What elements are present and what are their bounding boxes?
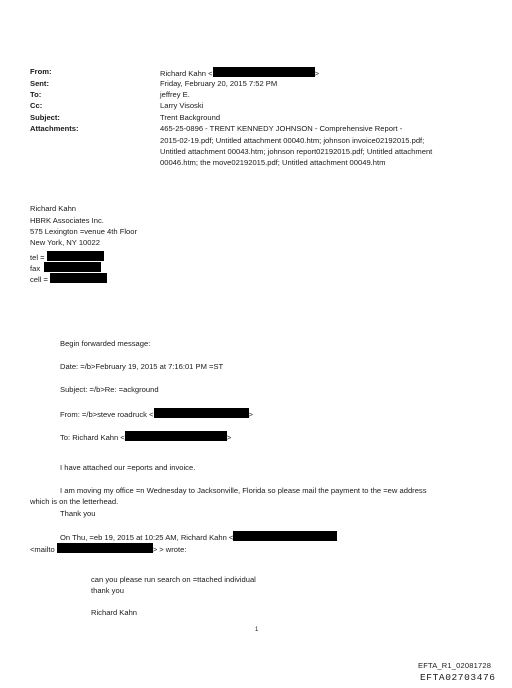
redaction-block <box>50 273 107 283</box>
mailto-label: <mailto <box>30 545 55 554</box>
forward-from <box>60 408 253 419</box>
mailto-suffix: > > wrote: <box>152 545 187 554</box>
redaction-block <box>57 543 153 553</box>
redaction-block <box>47 251 104 261</box>
attachments-label: Attachments: <box>30 124 79 133</box>
forward-from-suffix: > <box>248 410 253 419</box>
quoted-line: thank you <box>91 586 124 595</box>
signature-city: New York, NY 10022 <box>30 238 100 247</box>
forward-to-recipient: To: Richard Kahn < <box>60 433 125 442</box>
bates-stamp-r1: EFTA_R1_02081728 <box>418 661 492 670</box>
cc-value: Larry Visoski <box>160 101 204 110</box>
signature-tel <box>30 251 104 262</box>
quote-mailto <box>30 543 186 554</box>
from-value <box>160 67 319 78</box>
forward-body-line: I have attached our =eports and invoice. <box>60 463 196 472</box>
from-suffix: > <box>314 69 319 78</box>
bates-stamp: EFTA02703476 <box>420 672 496 683</box>
signature-fax <box>30 262 101 273</box>
quote-intro-text: On Thu, =eb 19, 2015 at 10:25 AM, Richard Kahn < <box>60 533 234 542</box>
quoted-line: can you please run search on =ttached individual <box>91 575 256 584</box>
subject-value: Trent Background <box>160 113 221 122</box>
forward-to <box>60 431 231 442</box>
attachments-line: Untitled attachment 00043.htm; johnson report02192015.pdf; Untitled attachment <box>160 147 433 156</box>
redaction-block <box>213 67 315 77</box>
quote-intro <box>60 531 337 542</box>
from-sender: Richard Kahn < <box>160 69 213 78</box>
quoted-signoff: Richard Kahn <box>91 608 138 617</box>
forward-from-sender: From: =/b>steve roadruck < <box>60 410 154 419</box>
sent-label: Sent: <box>30 79 49 88</box>
forward-date: Date: =/b>February 19, 2015 at 7:16:01 PM =ST <box>60 362 224 371</box>
signature-address: 575 Lexington =venue 4th Floor <box>30 227 138 236</box>
cell-label: cell = <box>30 275 48 284</box>
to-label: To: <box>30 90 42 99</box>
forward-thanks: Thank you <box>60 509 96 518</box>
forward-subject: Subject: =/b>Re: =ackground <box>60 385 159 394</box>
redaction-block <box>125 431 227 441</box>
signature-name: Richard Kahn <box>30 204 77 213</box>
forward-intro: Begin forwarded message: <box>60 339 151 348</box>
attachments-line: 00046.htm; the move02192015.pdf; Untitled attachment 00049.htm <box>160 158 386 167</box>
forward-to-suffix: > <box>226 433 232 442</box>
to-value: jeffrey E. <box>160 90 190 99</box>
forward-body-line: I am moving my office =n Wednesday to Jacksonville, Florida so please mail the payment to the =ew address <box>60 486 427 495</box>
attachments-line: 2015-02-19.pdf; Untitled attachment 00040.htm; johnson invoice02192015.pdf; <box>160 136 425 145</box>
attachments-line: 465-25-0896 - TRENT KENNEDY JOHNSON - Comprehensive Report - <box>160 124 403 133</box>
sent-value: Friday, February 20, 2015 7:52 PM <box>160 79 278 88</box>
subject-label: Subject: <box>30 113 60 122</box>
redaction-block <box>44 262 101 272</box>
fax-label: fax <box>30 264 41 273</box>
page-number: 1 <box>255 627 259 633</box>
tel-label: tel = <box>30 253 45 262</box>
cc-label: Cc: <box>30 101 43 110</box>
redaction-block <box>233 531 337 541</box>
signature-cell <box>30 273 107 284</box>
forward-body-line: which is on the letterhead. <box>30 497 119 506</box>
signature-company: HBRK Associates Inc. <box>30 216 104 225</box>
redaction-block <box>154 408 249 418</box>
from-label: From: <box>30 67 52 76</box>
